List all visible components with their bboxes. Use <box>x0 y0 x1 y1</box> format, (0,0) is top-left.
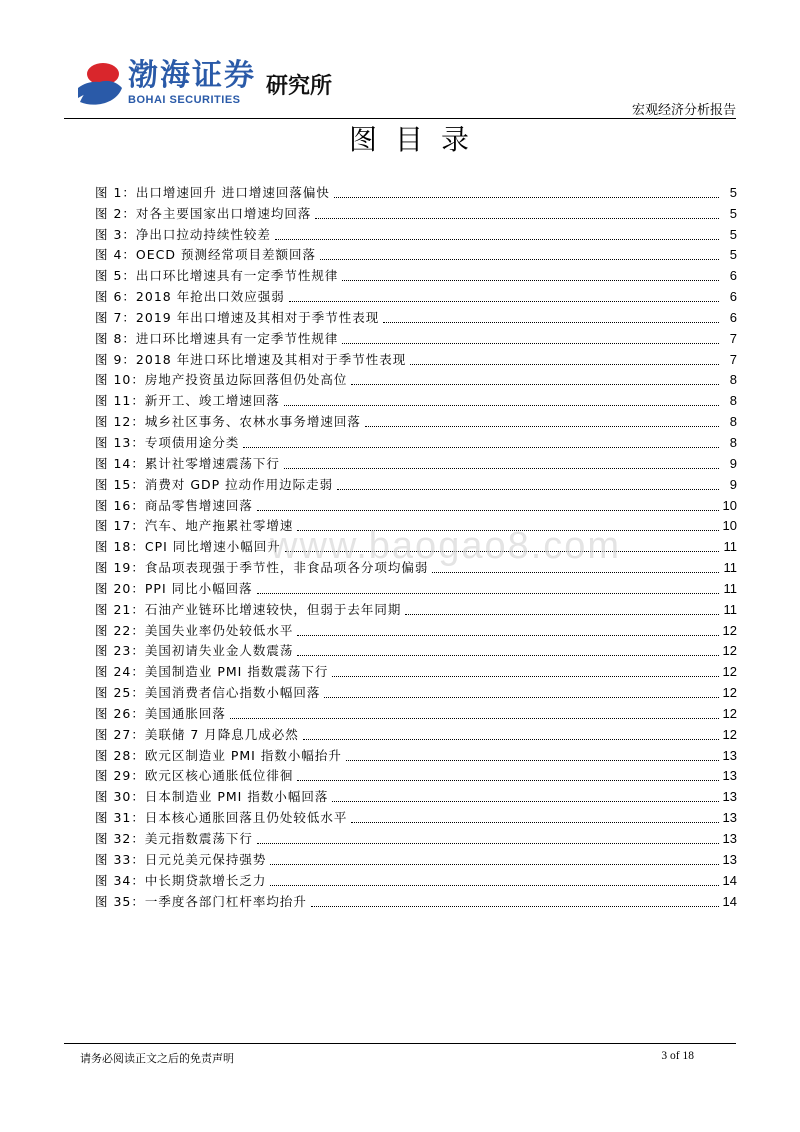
toc-entry-label[interactable]: 图 21：石油产业链环比增速较快，但弱于去年同期 <box>95 601 402 617</box>
toc-entry-page[interactable]: 9 <box>729 455 737 471</box>
toc-entry-label[interactable]: 图 17：汽车、地产拖累社零增速 <box>95 518 294 534</box>
toc-dot-leader <box>284 404 719 406</box>
toc-entry-page[interactable]: 13 <box>722 789 737 805</box>
toc-entry-label[interactable]: 图 13：专项债用途分类 <box>95 434 240 450</box>
toc-entry-label[interactable]: 图 7：2019 年出口增速及其相对于季节性表现 <box>95 309 380 325</box>
toc-entry-page[interactable]: 6 <box>729 289 737 305</box>
toc-dot-leader <box>337 488 719 490</box>
toc-entry-page[interactable]: 11 <box>723 580 737 596</box>
footer-divider <box>64 1043 736 1044</box>
toc-entry-label[interactable]: 图 25：美国消费者信心指数小幅回落 <box>95 685 321 701</box>
toc-entry[interactable] <box>95 284 737 305</box>
toc-entry-label[interactable]: 图 31：日本核心通胀回落且仍处较低水平 <box>95 810 348 826</box>
watermark: www.baogao8.com <box>270 525 622 567</box>
toc-dot-leader <box>303 738 719 740</box>
toc-dot-leader <box>297 634 718 636</box>
toc-dot-leader <box>365 425 719 427</box>
toc-entry-label[interactable]: 图 12：城乡社区事务、农林水事务增速回落 <box>95 414 361 430</box>
toc-entry-label[interactable]: 图 20：PPI 同比小幅回落 <box>95 580 253 596</box>
toc-dot-leader <box>332 800 718 802</box>
toc-entry-label[interactable]: 图 34：中长期贷款增长乏力 <box>95 872 267 888</box>
toc-dot-leader <box>257 842 719 844</box>
toc-entry[interactable] <box>95 847 737 868</box>
toc-entry[interactable] <box>95 597 737 618</box>
toc-entry[interactable] <box>95 243 737 264</box>
toc-entry[interactable] <box>95 263 737 284</box>
toc-entry-page[interactable]: 5 <box>729 205 737 221</box>
toc-dot-leader <box>243 446 719 448</box>
toc-dot-leader <box>342 342 719 344</box>
toc-dot-leader <box>351 383 719 385</box>
toc-entry-label[interactable]: 图 23：美国初请失业金人数震荡 <box>95 643 294 659</box>
toc-entry-page[interactable]: 14 <box>722 872 737 888</box>
toc-entry-label[interactable]: 图 33：日元兑美元保持强势 <box>95 851 267 867</box>
toc-entry-label[interactable]: 图 27：美联储 7 月降息几成必然 <box>95 726 299 742</box>
toc-entry[interactable] <box>95 326 737 347</box>
toc-entry[interactable] <box>95 201 737 222</box>
toc-entry-label[interactable]: 图 16：商品零售增速回落 <box>95 497 253 513</box>
toc-entry-label[interactable]: 图 30：日本制造业 PMI 指数小幅回落 <box>95 789 329 805</box>
toc-entry-label[interactable]: 图 22：美国失业率仍处较低水平 <box>95 622 294 638</box>
toc-dot-leader <box>297 654 718 656</box>
toc-entry[interactable] <box>95 784 737 805</box>
toc-entry-label[interactable]: 图 6：2018 年抢出口效应强弱 <box>95 289 285 305</box>
toc-entry[interactable] <box>95 305 737 326</box>
toc-entry[interactable] <box>95 826 737 847</box>
toc-dot-leader <box>297 779 718 781</box>
toc-entry-page[interactable]: 12 <box>722 726 737 742</box>
toc-entry-page[interactable]: 13 <box>722 851 737 867</box>
toc-dot-leader <box>383 321 719 323</box>
toc-entry-page[interactable]: 6 <box>729 268 737 284</box>
toc-entry-page[interactable]: 13 <box>722 768 737 784</box>
toc-entry-page[interactable]: 8 <box>729 372 737 388</box>
institute-label: 研究所 <box>266 74 333 99</box>
report-type: 宏观经济分析报告 <box>631 103 736 118</box>
header-divider <box>64 118 736 119</box>
toc-entry-page[interactable]: 10 <box>722 497 737 513</box>
toc-entry-label[interactable]: 图 2：对各主要国家出口增速均回落 <box>95 205 312 221</box>
toc-dot-leader <box>351 821 718 823</box>
brand-name-cn: 渤海证券 <box>128 58 256 93</box>
toc-entry-label[interactable]: 图 24：美国制造业 PMI 指数震荡下行 <box>95 664 329 680</box>
toc-entry[interactable] <box>95 576 737 597</box>
toc-entry-label[interactable]: 图 19：食品项表现强于季节性，非食品项各分项均偏弱 <box>95 560 429 576</box>
toc-entry[interactable] <box>95 743 737 764</box>
toc-entry-page[interactable]: 8 <box>729 393 737 409</box>
toc-entry[interactable] <box>95 701 737 722</box>
toc-dot-leader <box>405 613 719 615</box>
toc-entry-page[interactable]: 12 <box>722 685 737 701</box>
toc-entry-page[interactable]: 11 <box>723 560 737 576</box>
toc-entry-label[interactable]: 图 28：欧元区制造业 PMI 指数小幅抬升 <box>95 747 342 763</box>
toc-dot-leader <box>230 717 719 719</box>
toc-dot-leader <box>334 196 719 198</box>
toc-entry[interactable] <box>95 680 737 701</box>
toc-entry-label[interactable]: 图 4：OECD 预测经常项目差额回落 <box>95 247 316 263</box>
toc-entry[interactable] <box>95 889 737 910</box>
toc-entry[interactable] <box>95 222 737 243</box>
toc-entry-page[interactable]: 12 <box>722 664 737 680</box>
footer-disclaimer: 请务必阅读正文之后的免责声明 <box>80 1052 234 1065</box>
toc-entry[interactable] <box>95 451 737 472</box>
toc-entry-label[interactable]: 图 32：美元指数震荡下行 <box>95 831 253 846</box>
toc-entry-page[interactable]: 5 <box>729 247 737 263</box>
toc-entry-page[interactable]: 13 <box>722 831 737 846</box>
toc-dot-leader <box>311 905 719 907</box>
toc-entry-page[interactable]: 11 <box>723 601 737 617</box>
toc-entry-page[interactable]: 7 <box>729 330 737 346</box>
toc-entry[interactable] <box>95 722 737 743</box>
toc-dot-leader <box>432 571 719 573</box>
toc-dot-leader <box>320 258 719 260</box>
toc-dot-leader <box>270 884 718 886</box>
toc-entry-page[interactable]: 8 <box>729 434 737 450</box>
toc-entry[interactable] <box>95 805 737 826</box>
toc-entry-page[interactable]: 12 <box>722 622 737 638</box>
toc-entry[interactable] <box>95 659 737 680</box>
toc-entry-label[interactable]: 图 9：2018 年进口环比增速及其相对于季节性表现 <box>95 351 407 367</box>
toc-dot-leader <box>410 363 719 365</box>
toc-entry-page[interactable]: 7 <box>729 351 737 367</box>
toc-entry-label[interactable]: 图 18：CPI 同比增速小幅回升 <box>95 539 281 555</box>
toc-entry[interactable] <box>95 639 737 660</box>
brand-name-en: BOHAI SECURITIES <box>128 94 241 106</box>
toc-entry-page[interactable]: 13 <box>722 810 737 826</box>
toc-entry[interactable] <box>95 493 737 514</box>
toc-entry-label[interactable]: 图 11：新开工、竣工增速回落 <box>95 393 280 409</box>
toc-entry-page[interactable]: 14 <box>722 893 737 909</box>
toc-dot-leader <box>284 467 719 469</box>
toc-entry-page[interactable]: 10 <box>722 518 737 534</box>
toc-dot-leader <box>332 675 718 677</box>
toc-entry[interactable] <box>95 430 737 451</box>
toc-entry-label[interactable]: 图 3：净出口拉动持续性较差 <box>95 226 271 242</box>
toc-entry[interactable] <box>95 618 737 639</box>
footer-page-number: 3 of 18 <box>661 1050 694 1062</box>
toc-dot-leader <box>257 592 719 594</box>
toc-entry[interactable] <box>95 368 737 389</box>
toc-entry-page[interactable]: 8 <box>729 414 737 430</box>
toc-dot-leader <box>315 217 719 219</box>
toc-entry-page[interactable]: 11 <box>723 539 737 555</box>
toc-dot-leader <box>342 279 719 281</box>
toc-entry-label[interactable]: 图 26：美国通胀回落 <box>95 705 226 721</box>
toc-dot-leader <box>257 509 719 511</box>
toc-entry-label[interactable]: 图 1：出口增速回升 进口增速回落偏快 <box>95 184 330 200</box>
toc-dot-leader <box>275 238 719 240</box>
toc-entry[interactable] <box>95 409 737 430</box>
toc-entry[interactable] <box>95 764 737 785</box>
toc-entry[interactable] <box>95 347 737 368</box>
toc-entry[interactable] <box>95 472 737 493</box>
toc-entry-page[interactable]: 9 <box>729 476 737 492</box>
toc-entry-label[interactable]: 图 5：出口环比增速具有一定季节性规律 <box>95 268 339 284</box>
toc-dot-leader <box>289 300 719 302</box>
toc-entry[interactable] <box>95 180 737 201</box>
bohai-logo-icon <box>76 58 126 110</box>
toc-entry-page[interactable]: 5 <box>729 226 737 242</box>
toc-dot-leader <box>270 863 718 865</box>
toc-dot-leader <box>324 696 718 698</box>
toc-entry[interactable] <box>95 388 737 409</box>
toc-entry-label[interactable]: 图 35：一季度各部门杠杆率均抬升 <box>95 893 307 909</box>
toc-entry-label[interactable]: 图 8：进口环比增速具有一定季节性规律 <box>95 330 339 346</box>
toc-entry-label[interactable]: 图 14：累计社零增速震荡下行 <box>95 455 280 471</box>
toc-entry-label[interactable]: 图 15：消费对 GDP 拉动作用边际走弱 <box>95 476 334 492</box>
page-title: 图目录 <box>348 123 487 156</box>
toc-entry-page[interactable]: 13 <box>722 747 737 763</box>
toc-entry-page[interactable]: 5 <box>729 184 737 200</box>
toc-entry-page[interactable]: 12 <box>722 705 737 721</box>
toc-entry-page[interactable]: 12 <box>722 643 737 659</box>
toc-dot-leader <box>346 759 719 761</box>
toc-entry-label[interactable]: 图 10：房地产投资虽边际回落但仍处高位 <box>95 372 348 388</box>
toc-entry[interactable] <box>95 868 737 889</box>
toc-entry-label[interactable]: 图 29：欧元区核心通胀低位徘徊 <box>95 768 294 784</box>
toc-entry-page[interactable]: 6 <box>729 309 737 325</box>
